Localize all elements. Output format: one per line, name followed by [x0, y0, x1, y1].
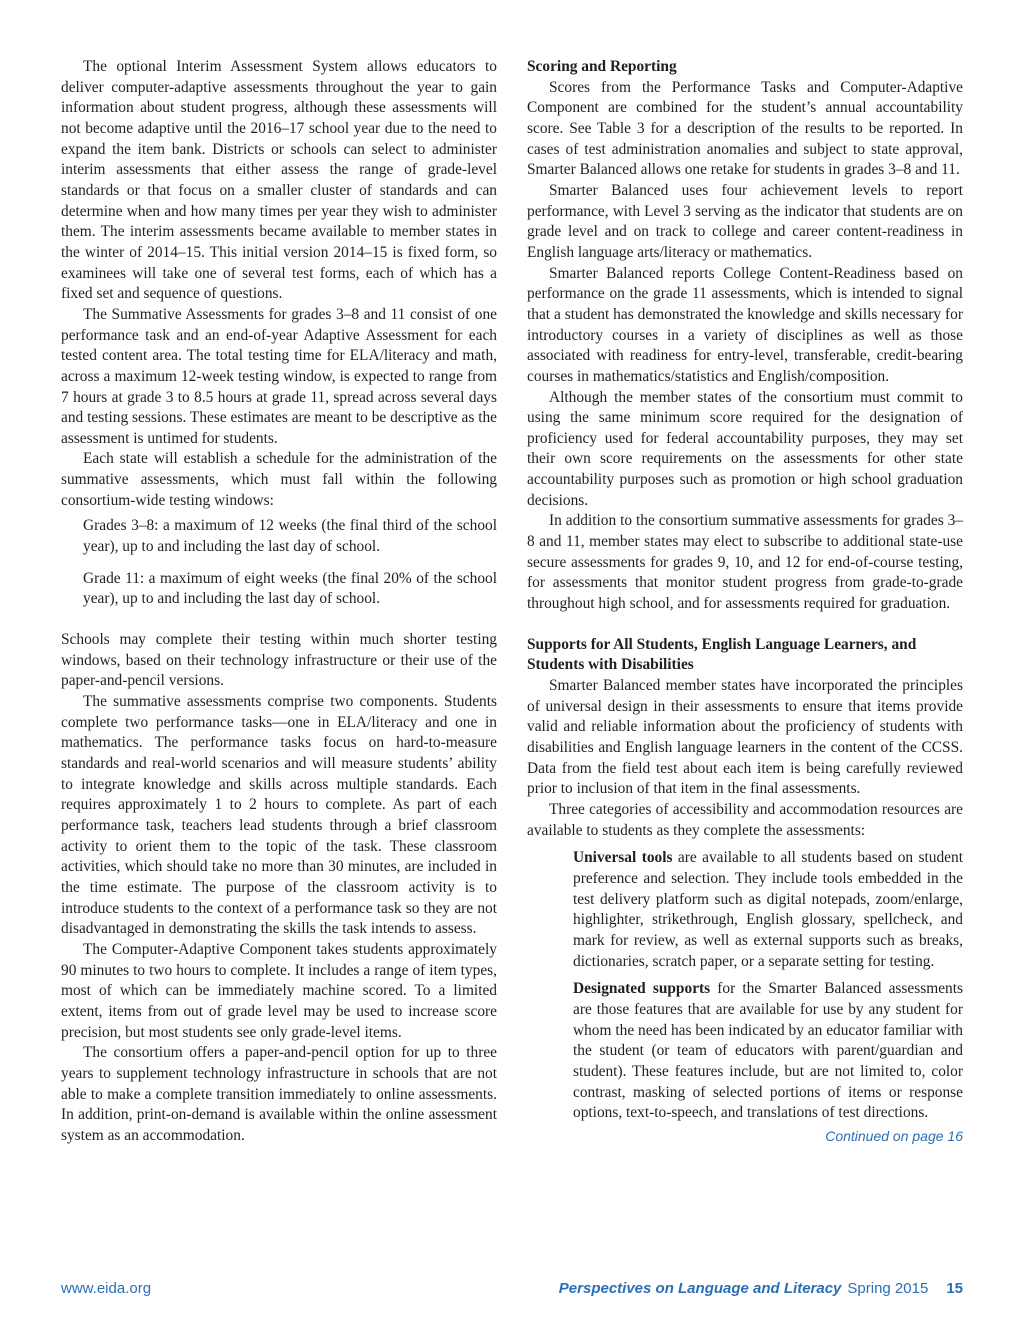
right-column	[527, 57, 963, 1146]
body-paragraph: Smarter Balanced reports College Content-Readiness based on performance on the grade 11 assessments, which is intended to signal that a student has demonstrated the knowledge and skills necessary for introductory courses in a variety of disciplines as well as those associated with readiness for entry-level, transferable, credit-bearing courses in mathematics/statistics and English/composition.	[527, 264, 963, 385]
page-footer	[61, 1280, 963, 1302]
testing-window-grades-3-8: Grades 3–8: a maximum of 12 weeks (the final third of the school year), up to and including the last day of school.	[83, 517, 497, 556]
testing-window-grade-11: Grade 11: a maximum of eight weeks (the final 20% of the school year), up to and including the last day of school.	[83, 569, 497, 608]
designated-supports-block	[573, 979, 963, 1124]
universal-tools-text: are available to all students based on student preference and selection. They include tools embedded in the test delivery platform such as digital notepads, zoom/enlarge, highlighter, strikethrough, English glossary, spellcheck, and mark for review, as well as external supports such as breaks, dictionaries, scratch paper, or a separate setting for testing.	[573, 849, 963, 970]
left-column	[61, 57, 497, 1146]
body-paragraph: Three categories of accessibility and accommodation resources are available to students as they complete the assessments:	[527, 800, 963, 839]
issue-season: Spring 2015	[847, 1280, 929, 1297]
publication-title: Perspectives on Language and Literacy	[558, 1280, 842, 1297]
universal-tools-term: Universal tools	[573, 849, 673, 867]
body-paragraph: Although the member states of the consortium must commit to using the same minimum score required for the designation of proficiency used for federal accountability purposes, they may set their own score requirements on the assessments for other state accountability purposes such as promotion or high school graduation decisions.	[527, 388, 963, 509]
body-paragraph: Each state will establish a schedule for the administration of the summative assessments, which must fall within the following consortium-wide testing windows:	[61, 450, 497, 509]
section-heading-supports: Supports for All Students, English Language Learners, and Students with Disabilities	[527, 635, 917, 674]
designated-supports-text: for the Smarter Balanced assessments are those features that are available for use by any student for whom the need has been indicated by an educator familiar with the student (or team of educators with parent/guardian and student). These features include, but are not limited to, color contrast, masking of selected portions of items or response options, text-to-speech, and translations of test directions.	[573, 980, 963, 1122]
body-paragraph: The optional Interim Assessment System allows educators to deliver computer-adaptive assessments throughout the year to gain information about student progress, although these assessments will not become adaptive until the 2016–17 school year due to the need to expand the item bank. Districts or schools can select to administer interim assessments that either assess the range of grade-level standards or that focus on a smaller cluster of standards and can determine when and how many times per year they wish to administer them. The interim assessments became available to member states in the winter of 2014–15. This initial version 2014–15 is fixed form, so examinees will take one of several test forms, each of which has a fixed set and sequence of questions.	[61, 58, 497, 303]
website-link[interactable]: www.eida.org	[61, 1280, 152, 1297]
body-paragraph: Scores from the Performance Tasks and Computer-Adaptive Component are combined for the student’s annual accountability score. See Table 3 for a description of the results to be reported. In cases of test administration anomalies and subject to state approval, Smarter Balanced allows one retake for students in grades 3–8 and 11.	[527, 78, 963, 179]
body-paragraph: Schools may complete their testing within much shorter testing windows, based on their technology infrastructure or their use of the paper-and-pencil versions.	[61, 631, 497, 690]
body-paragraph: The summative assessments comprise two components. Students complete two performance tasks—one in ELA/literacy and one in mathematics. The performance tasks focus on hard-to-measure standards and real-world scenarios and will measure students’ ability to integrate knowledge and skills across multiple standards. Each requires approximately 1 to 2 hours to complete. As part of each performance task, teachers lead students through a brief classroom activity to orient them to the topic of the task. These classroom activities, which should take no more than 30 minutes, are included in the time estimate. The purpose of the classroom activity is to introduce students to the context of a performance task so they are not disadvantaged in demonstrating the skills the task intends to assess.	[61, 693, 497, 938]
continued-link[interactable]: Continued on page 16	[825, 1127, 963, 1144]
footer-publication-info	[559, 1280, 963, 1297]
universal-tools-block	[573, 848, 963, 972]
body-paragraph: In addition to the consortium summative assessments for grades 3–8 and 11, member states may elect to subscribe to additional state-use secure assessments for grades 9, 10, and 12 for end-of-course testing, for assessments that monitor student progress from grade-to-grade throughout high school, and for assessments required for graduation.	[527, 512, 963, 613]
section-heading-scoring: Scoring and Reporting	[527, 58, 677, 75]
body-paragraph: The Summative Assessments for grades 3–8 and 11 consist of one performance task and an end-of-year Adaptive Assessment for each tested content area. The total testing time for ELA/literacy and math, across a maximum 12-week testing window, is expected to range from 7 hours at grade 3 to 8.5 hours at grade 11, spread across several days and testing sessions. These estimates are meant to be descriptive as the assessment is untimed for students.	[61, 305, 497, 447]
body-paragraph: Smarter Balanced uses four achievement levels to report performance, with Level 3 serving as the indicator that students are on grade level and on track to college and career content-readiness in English language arts/literacy or mathematics.	[527, 181, 963, 261]
designated-supports-term: Designated supports	[573, 980, 711, 998]
body-paragraph: The Computer-Adaptive Component takes students approximately 90 minutes to two hours to complete. It includes a range of item types, most of which can be immediately machine scored. To a limited extent, items from out of grade level may be used to increase score precision, but most students see only grade-level items.	[61, 940, 497, 1041]
body-paragraph: Smarter Balanced member states have incorporated the principles of universal design in their assessments to ensure that items provide valid and reliable information about the proficiency of students with disabilities and English language learners in the content of the CCSS. Data from the field test about each item is being carefully reviewed prior to inclusion of that item in the final assessments.	[527, 677, 963, 798]
page-number: 15	[946, 1280, 963, 1297]
body-paragraph: The consortium offers a paper-and-pencil option for up to three years to supplement technology infrastructure in schools that are not able to make a complete transition immediately to online assessments. In addition, print-on-demand is available within the online assessment system as an accommodation.	[61, 1044, 497, 1144]
